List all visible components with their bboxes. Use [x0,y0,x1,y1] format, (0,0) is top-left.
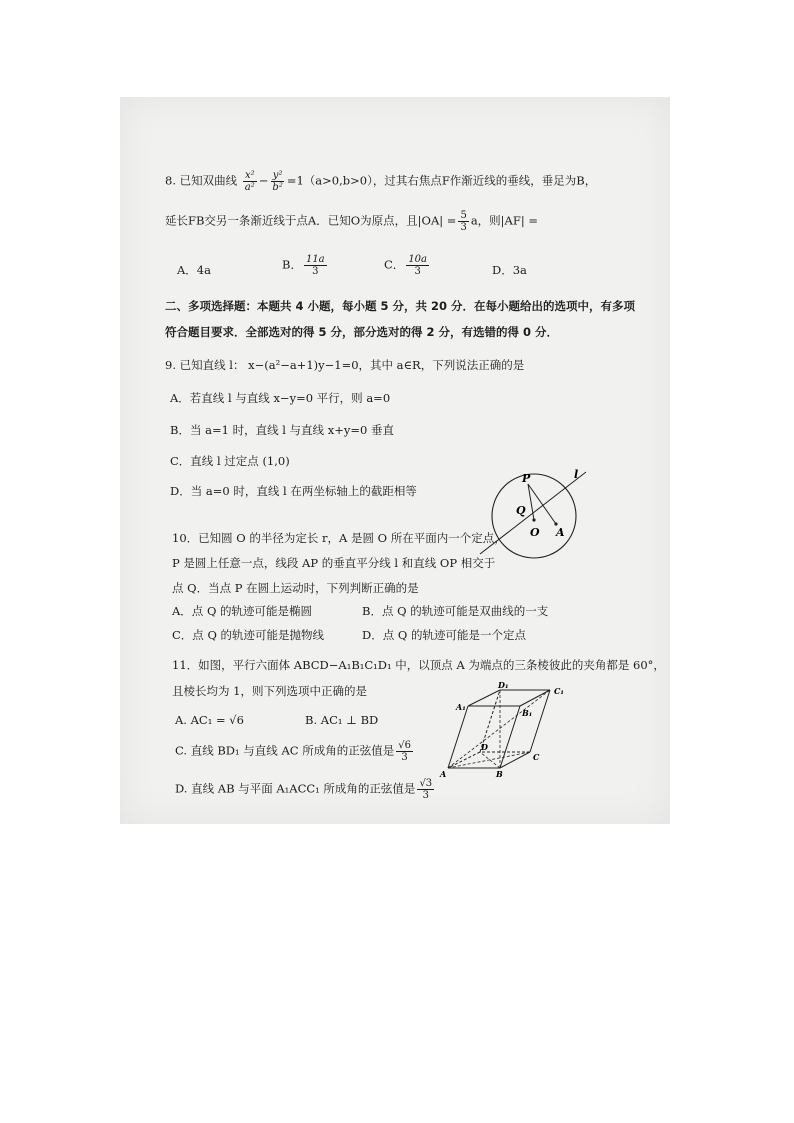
label-a1: A₁ [456,702,466,712]
q9-option-b: B．当 a=1 时，直线 l 与直线 x+y=0 垂直 [170,423,394,437]
q8-option-b: B． $\frac{11a}{3}$ [282,254,325,277]
q10-line2: P 是圆上任意一点，线段 AP 的垂直平分线 l 和直线 OP 相交于 [172,556,496,570]
q8-frac-y: $\frac{\text{y²}}{\text{b²}}$ [272,170,283,193]
section2-heading-line2: 符合题目要求．全部选对的得 5 分，部分选对的得 2 分，有选错的得 0 分． [165,325,559,339]
q11-option-c: C. 直线 BD₁ 与直线 AC 所成角的正弦值是 $\frac{√6}{3}$ [175,740,411,763]
q8-frac-oa: $\frac{5}{3}$ [460,210,467,233]
label-a: A [440,769,447,778]
label-b1: B₁ [522,708,533,718]
q11-parallelepiped-figure [438,682,570,778]
q9-option-c: C．直线 l 过定点 (1,0) [170,454,290,468]
label-d: D [481,742,488,752]
label-c1: C₁ [554,686,564,696]
label-p: P [522,472,531,485]
q8-line1: 8. 已知双曲线 $\frac{\text{x²}}{\text{a²}}$ − $\frac{\text{y²}}{\text{b²}}$ =1（a>0,b>0），过其右焦点F作渐近线的垂线，垂足为B， [165,170,597,193]
q10-line1: 10．已知圆 O 的半径为定长 r，A 是圆 O 所在平面内一个定点， [172,531,506,545]
q11-option-d: D. 直线 AB 与平面 A₁ACC₁ 所成角的正弦值是 $\frac{√3}{3}$ [175,778,433,801]
q8-option-c: C． $\frac{10a}{3}$ [384,254,427,277]
q8-option-d: D．3a [492,263,527,277]
q8-stem-start: 8. 已知双曲线 [165,173,238,188]
q11-option-a: A. AC₁ = √6 [175,713,244,727]
q8-line2: 延长FB交另一条渐近线于点A．已知O为原点，且|OA| = $\frac{5}{3}$ a，则|AF| = [165,210,538,233]
q11-option-b: B. AC₁ ⊥ BD [305,713,379,727]
section2-heading-line1: 二、多项选择题：本题共 4 小题，每小题 5 分，共 20 分．在每小题给出的选项中，有多项 [165,299,636,313]
q10-line3: 点 Q．当点 P 在圆上运动时，下列判断正确的是 [172,581,419,595]
q9-option-d: D．当 a=0 时，直线 l 在两坐标轴上的截距相等 [170,484,417,498]
q10-option-c: C．点 Q 的轨迹可能是抛物线 [172,628,325,642]
label-q: Q [516,504,526,517]
label-c: C [533,752,540,762]
segment-ap [528,484,556,524]
label-a: A [556,526,565,539]
edge-aa1 [448,706,468,768]
q11-line1: 11．如图，平行六面体 ABCD−A₁B₁C₁D₁ 中，以顶点 A 为端点的三条棱彼此的夹角都是 60°， [172,658,665,672]
label-d1: D₁ [498,682,509,690]
label-l: l [574,468,579,481]
q11-line2: 且棱长均为 1，则下列选项中正确的是 [172,684,367,698]
label-o: O [530,526,540,539]
q10-circle-figure [478,462,596,568]
diagonal-bd [480,752,500,768]
q10-option-b: B．点 Q 的轨迹可能是双曲线的一支 [362,604,549,618]
q9-stem: 9. 已知直线 l： x−(a²−a+1)y−1=0，其中 a∈R，下列说法正确的是 [165,358,525,372]
q10-option-d: D．点 Q 的轨迹可能是一个定点 [362,628,526,642]
q8-frac-x: $\frac{\text{x²}}{\text{a²}}$ [244,170,255,193]
point-o [532,518,535,521]
q10-option-a: A．点 Q 的轨迹可能是椭圆 [172,604,313,618]
label-b: B [496,769,503,778]
q8-option-a: A．4a [177,263,211,277]
q9-option-a: A．若直线 l 与直线 x−y=0 平行，则 a=0 [170,391,391,405]
diagonal-ac [448,752,530,768]
q8-stem-end: =1（a>0,b>0），过其右焦点F作渐近线的垂线，垂足为B， [286,173,597,188]
